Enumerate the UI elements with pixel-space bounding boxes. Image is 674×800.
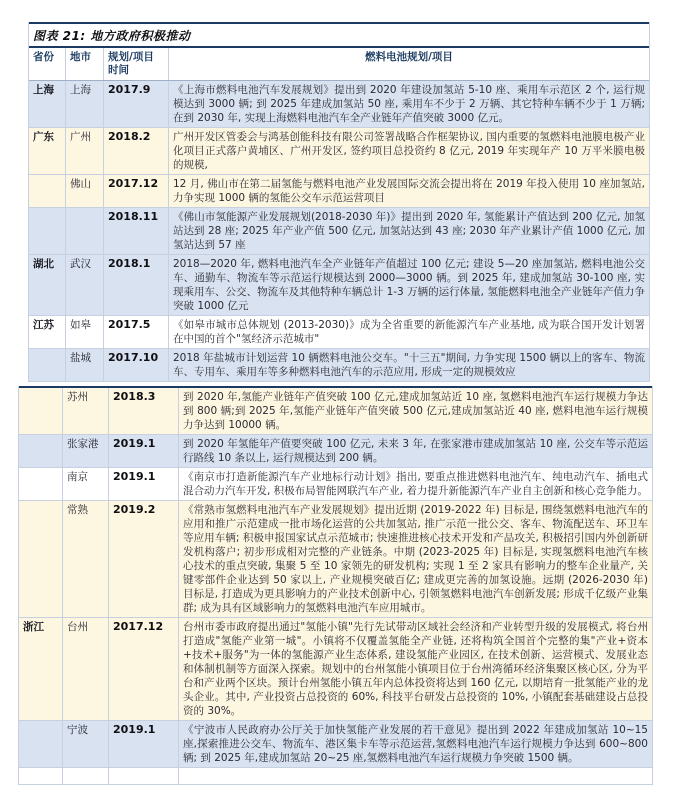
province-cell: [29, 208, 66, 254]
city-cell: 苏州: [63, 388, 109, 434]
col-header-time: 规划/项目时间: [104, 48, 169, 80]
city-cell: [66, 208, 104, 254]
city-cell: 盐城: [66, 349, 104, 381]
policy-table-block-1: [28, 22, 650, 382]
city-cell: 张家港: [63, 435, 109, 467]
city-cell: 上海: [66, 81, 104, 127]
province-cell: 浙江: [19, 618, 63, 720]
province-cell: [29, 349, 66, 381]
plan-text-cell: 到 2020 年氢能年产值要突破 100 亿元, 未来 3 年, 在张家港市建成加氢站 10 座, 公交车等示范运行路线 10 条以上, 运行规模达到 200 辆。: [183, 438, 648, 464]
table-row: [19, 468, 652, 501]
table-header-row: [29, 48, 649, 81]
table-row: [19, 721, 652, 768]
table-row: [29, 208, 649, 255]
plan-text-cell: 到 2020 年,氢能产业链年产值突破 100 亿元,建成加氢站近 10 座, 氢燃料电池汽车运行规模力争达到 800 辆;到 2025 年,氢能产业链年产值突破 500 亿元,建成加氢站近 40 座, 燃料电池车运行规模力争达到 10000 辆。: [183, 391, 648, 431]
date-cell: 2019.1: [109, 468, 179, 500]
city-cell: 台州: [63, 618, 109, 720]
table-row: [19, 501, 652, 618]
province-cell: 上海: [29, 81, 66, 127]
date-cell: 2017.10: [104, 349, 169, 381]
province-cell: [19, 501, 63, 617]
plan-text-cell: 《如皋市城市总体规划 (2013-2030)》成为全省重要的新能源汽车产业基地, 成为联合国开发计划署在中国的首个"氢经济示范城市": [173, 319, 645, 345]
table-row: [29, 128, 649, 175]
province-cell: [19, 721, 63, 767]
province-cell: 广东: [29, 128, 66, 174]
plan-text-cell: 《常熟市氢燃料电池汽车产业发展规划》提出近期 (2019-2022 年) 目标是, 围绕氢燃料电池汽车的应用和推广示范建成一批市场化运营的公共加氢站, 推广示范一批公交、客车、物流配送车、环卫车等应用车辆; 积极申报国家试点示范城市; 快速推进核心技术开发和产品攻关, 积极招引国内外创新研发机构落户; 初步形成相对完整的产业链条。中期 (2023-2025 年) 目标是, 实现氢燃料电池汽车核心技术的重点突破, 集聚 5 至 10 家领先的研发机构; 实现 1 至 2 家具有影响力的整车企业量产, 关键零部件企业达到 50 家以上, 产业规模突破百亿; 建成更完善的加氢设施。远期 (2026-2030 年) 目标是, 打造成为更具影响力的产业技术创新中心, 引领氢燃料电池汽车创新发展; 形成千亿级产业集群; 成为具有区域影响力的氢燃料电池汽车应用城市。: [183, 504, 648, 614]
plan-text-cell: 广州开发区管委会与鸿基创能科技有限公司签署战略合作框架协议, 国内重要的氢燃料电池膜电极产业化项目正式落户黄埔区、广州开发区, 签约项目总投资约 8 亿元, 2019 年实现年产 10 万平米膜电极的规模,: [173, 131, 645, 171]
date-cell: 2019.1: [109, 435, 179, 467]
table-row: [29, 175, 649, 208]
table-row: [19, 435, 652, 468]
date-cell: 2018.11: [104, 208, 169, 254]
province-cell: [19, 435, 63, 467]
date-cell: 2018.1: [104, 255, 169, 315]
date-cell: 2017.12: [104, 175, 169, 207]
table-row: [19, 768, 652, 785]
date-cell: 2019.1: [109, 721, 179, 767]
table-body-1: [29, 81, 649, 382]
city-cell: 广州: [66, 128, 104, 174]
plan-text-cell: [179, 768, 652, 784]
city-cell: 武汉: [66, 255, 104, 315]
plan-text-cell: 12 月, 佛山市在第二届氢能与燃料电池产业发展国际交流会提出将在 2019 年投入使用 10 座加氢站, 力争实现 1000 辆的氢能公交车示范运营项目: [173, 178, 645, 204]
plan-text-cell: 《佛山市氢能源产业发展规划(2018-2030 年)》提出到 2020 年, 氢能累计产值达到 200 亿元, 加氢站达到 28 座; 2025 年产业产值 500 亿元, 加氢站达到 43 座; 2030 年产业累计产值 1000 亿元, 加氢站达到 57 座: [173, 211, 645, 251]
plan-text-cell: 2018—2020 年, 燃料电池汽车全产业链年产值超过 100 亿元; 建设 5—20 座加氢站, 燃料电池公交车、通勤车、物流车等示范运行规模达到 2000—3000 辆。到 2025 年, 建成加氢站 30-100 座, 实现乘用车、公交、物流车及其他特种车辆总计 1-3 万辆的运行体量, 氢能燃料电池全产业链年产值力争突破 1000 亿元: [173, 258, 645, 312]
city-cell: 佛山: [66, 175, 104, 207]
table-row: [29, 349, 649, 382]
date-cell: 2017.9: [104, 81, 169, 127]
table-row: [29, 255, 649, 316]
plan-text-cell: 《上海市燃料电池汽车发展规划》提出到 2020 年建设加氢站 5-10 座、乘用车示范区 2 个, 运行规模达到 3000 辆; 到 2025 年建成加氢站 50 座, 乘用车不少于 2 万辆、其它特种车辆不少于 1 万辆; 在到 2030 年, 实现上海燃料电池汽车全产业链年产值突破 3000 亿元。: [173, 84, 645, 124]
table-row: [19, 388, 652, 435]
province-cell: 江苏: [29, 316, 66, 348]
date-cell: 2017.12: [109, 618, 179, 720]
city-cell: 宁波: [63, 721, 109, 767]
city-cell: [63, 768, 109, 784]
date-cell: 2018.3: [109, 388, 179, 434]
table-row: [19, 618, 652, 721]
plan-text-cell: 台州市委市政府提出通过"氢能小镇"先行先试带动区域社会经济和产业转型升级的发展模式, 将台州打造成"氢能产业第一城"。小镇将不仅覆盖氢能全产业链, 还将构筑全国首个完整的集"产业+资本+技术+服务"为一体的氢能源产业生态体系, 建设氢能产业园区, 在技术创新、运营模式、发展业态和体制机制等方面深入探索。规划中的台州氢能小镇项目位于台州湾循环经济集聚区核心区, 分为平台和产业两个区块。预计台州氢能小镇五年内总体投资将达到 160 亿元, 以期培育一批氢能产业的龙头企业。其中, 产业投资占总投资的 60%, 科技平台研发占总投资的 10%, 小镇配套基础建设占总投资的 30%。: [183, 621, 648, 717]
plan-text-cell: 《宁波市人民政府办公厅关于加快氢能产业发展的若干意见》提出到 2022 年建成加氢站 10~15 座,探索推进公交车、物流车、港区集卡车等示范运营,氢燃料电池汽车运行规模力争达到 600~800 辆; 到 2025 年,建成加氢站 20~25 座,氢燃料电池汽车运行规模力争突破 1500 辆。: [183, 724, 648, 764]
date-cell: 2017.5: [104, 316, 169, 348]
col-header-city: 地市: [66, 48, 104, 80]
plan-text-cell: 《南京市打造新能源汽车产业地标行动计划》指出, 要重点推进燃料电池汽车、纯电动汽车、插电式混合动力汽车开发, 积极布局智能网联汽车产业, 着力提升新能源汽车产业自主创新和核心竞争能力。: [183, 471, 648, 497]
province-cell: [19, 388, 63, 434]
figure-title: 图表 21: 地方政府积极推动: [29, 24, 649, 46]
province-cell: 湖北: [29, 255, 66, 315]
col-header-plan: 燃料电池规划/项目: [365, 51, 453, 63]
col-header-province: 省份: [29, 48, 66, 80]
date-cell: 2018.2: [104, 128, 169, 174]
province-cell: [29, 175, 66, 207]
table-body-2: [19, 388, 652, 785]
city-cell: 南京: [63, 468, 109, 500]
table-row: [29, 81, 649, 128]
policy-table-block-2: [18, 386, 653, 785]
plan-text-cell: 2018 年盐城市计划运营 10 辆燃料电池公交车。"十三五"期间, 力争实现 1500 辆以上的客车、物流车、专用车、乘用车等多种燃料电池汽车的示范应用, 形成一定的规模效应: [173, 352, 645, 378]
province-cell: [19, 768, 63, 784]
table-row: [29, 316, 649, 349]
city-cell: 如皋: [66, 316, 104, 348]
province-cell: [19, 468, 63, 500]
city-cell: 常熟: [63, 501, 109, 617]
date-cell: 2019.2: [109, 501, 179, 617]
date-cell: [109, 768, 179, 784]
